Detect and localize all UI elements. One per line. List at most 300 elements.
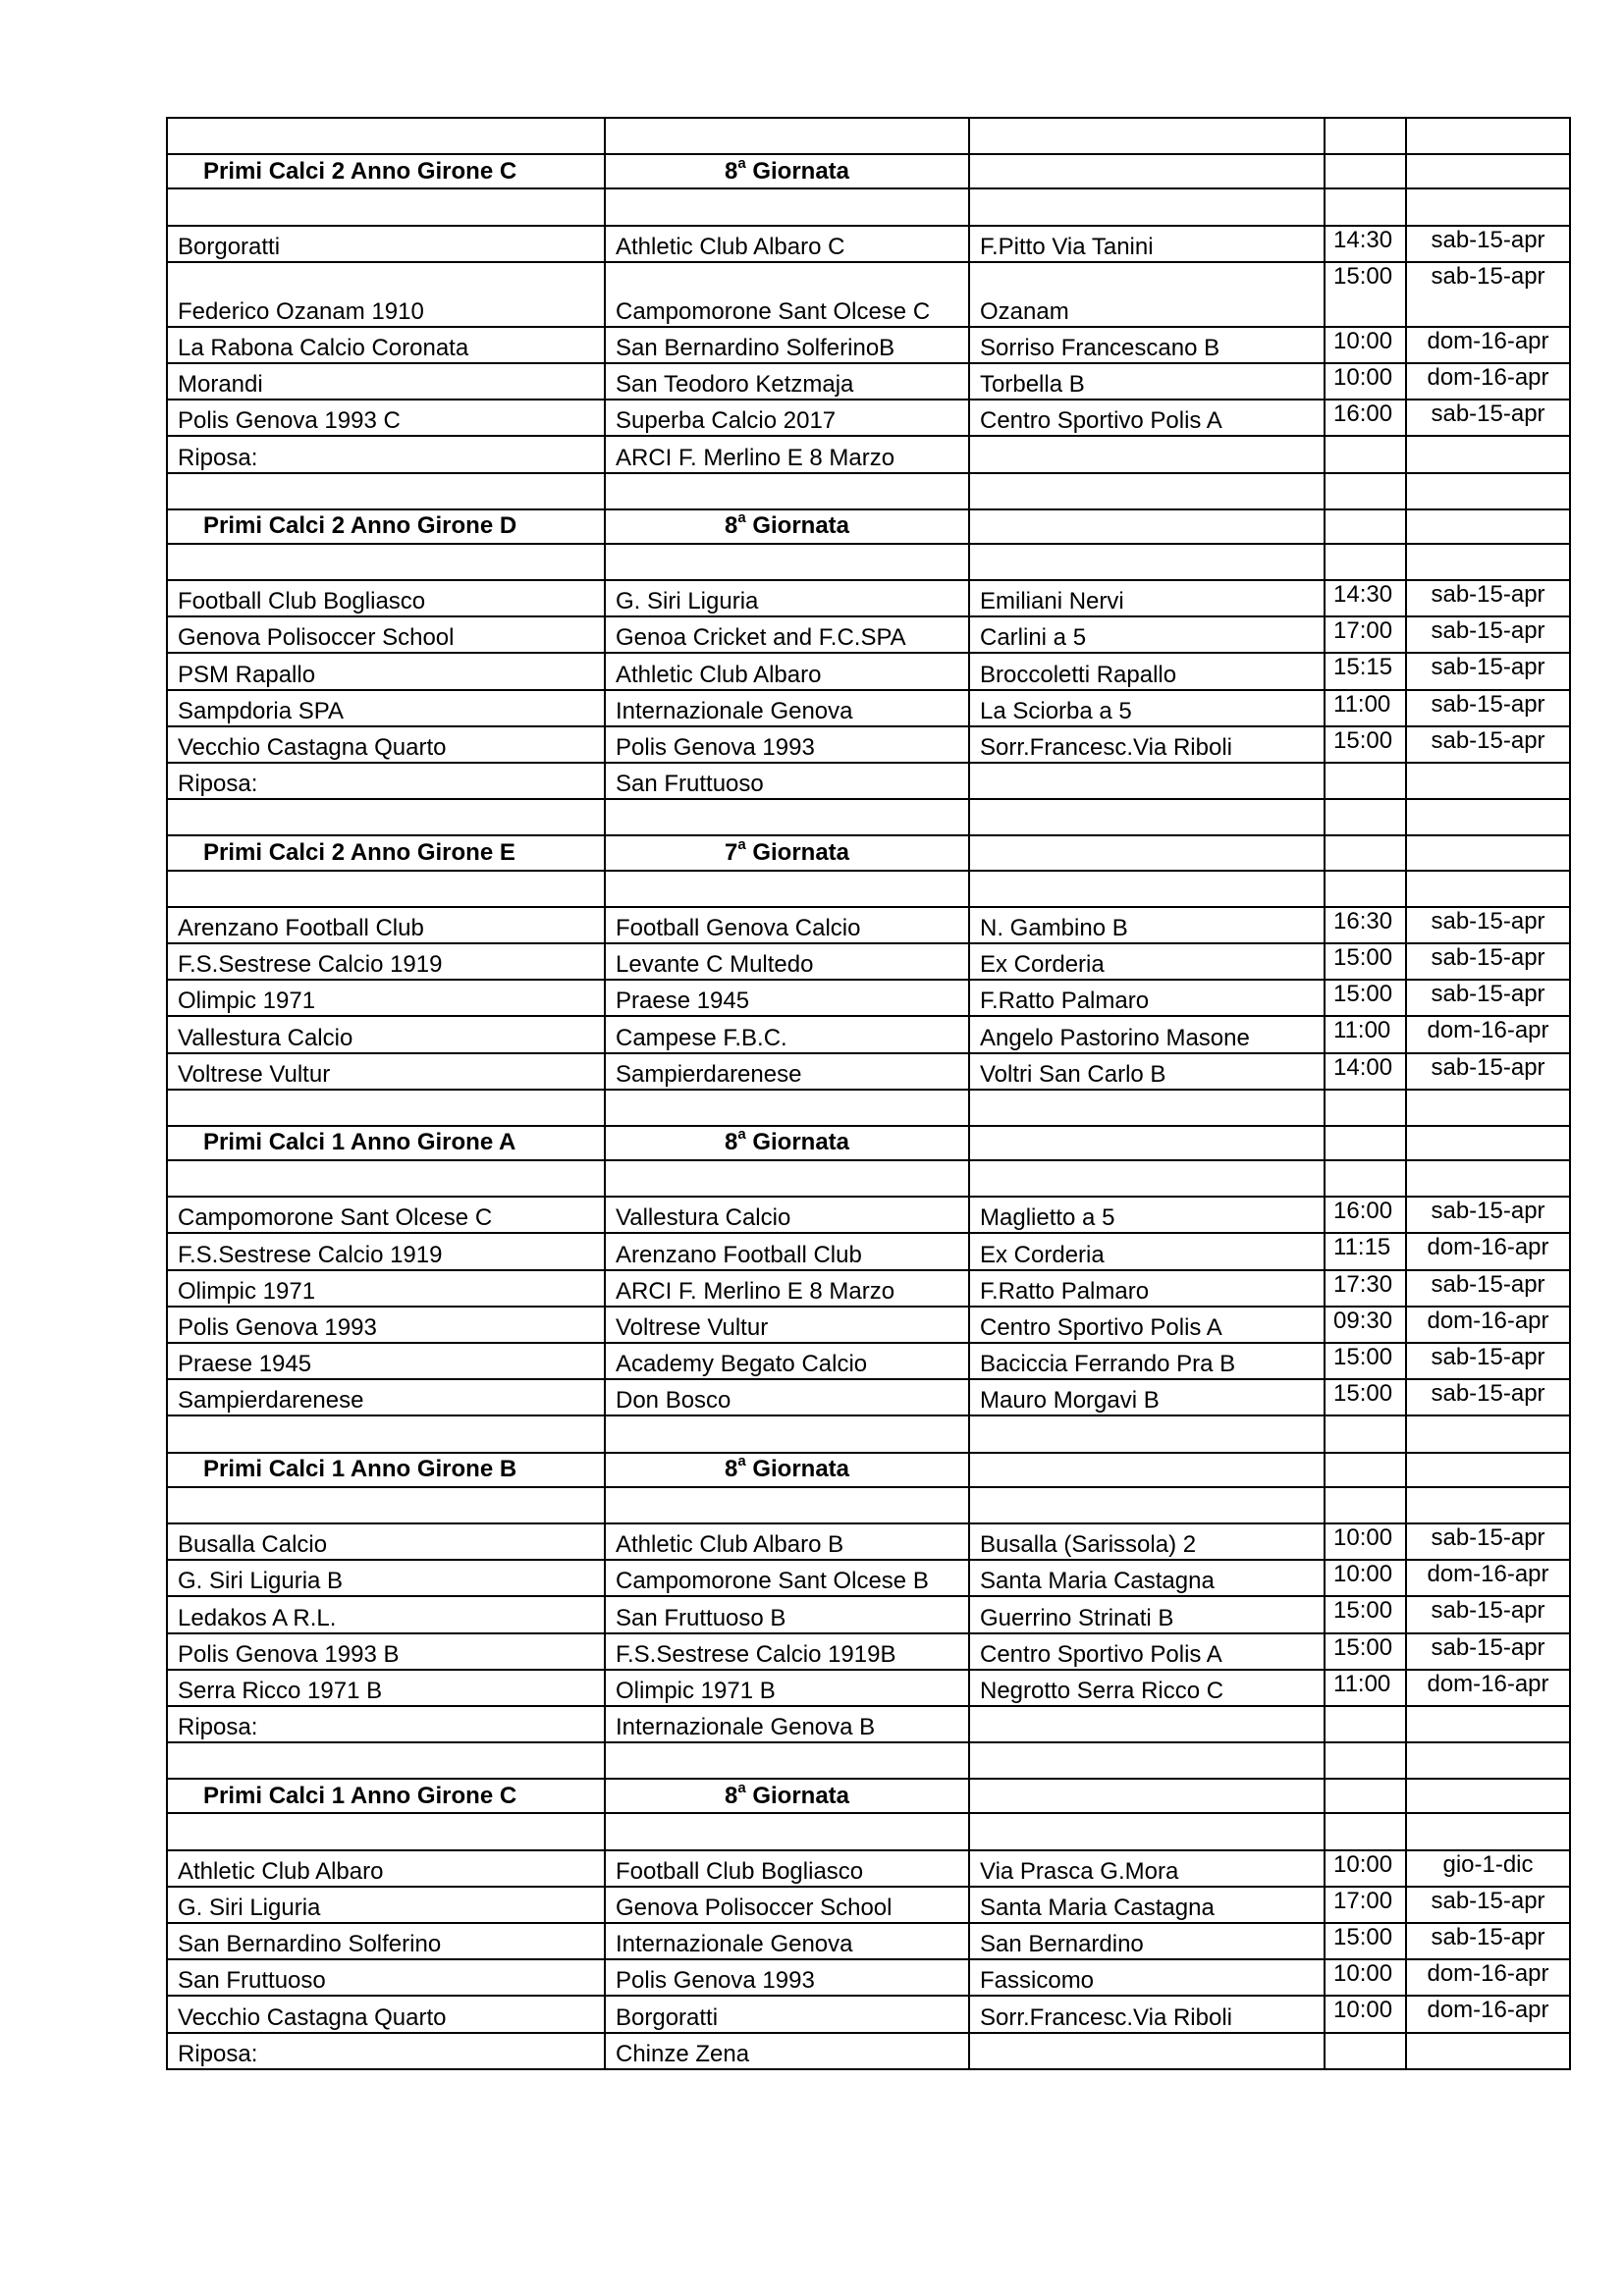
venue: F.Ratto Palmaro	[969, 1270, 1325, 1307]
empty-cell	[1406, 1160, 1570, 1197]
match-row	[167, 363, 1570, 400]
match-date: dom-16-apr	[1406, 1307, 1570, 1343]
empty-cell	[1325, 473, 1406, 509]
empty-cell	[605, 118, 969, 154]
match-row	[167, 1850, 1570, 1887]
empty-cell	[969, 1415, 1325, 1452]
round-number: 8	[724, 157, 738, 185]
home-team: Olimpic 1971	[167, 1270, 605, 1307]
empty-cell	[1406, 509, 1570, 544]
away-team: Internazionale Genova	[605, 1923, 969, 1959]
empty-cell	[1325, 799, 1406, 835]
venue: Sorr.Francesc.Via Riboli	[969, 1996, 1325, 2032]
away-team: Praese 1945	[605, 980, 969, 1016]
kickoff-time: 15:00	[1325, 943, 1406, 980]
match-date: sab-15-apr	[1406, 943, 1570, 980]
empty-cell	[1406, 1415, 1570, 1452]
empty-cell	[605, 1813, 969, 1849]
empty-cell	[605, 188, 969, 225]
empty-cell	[1325, 1453, 1406, 1487]
kickoff-time	[1325, 436, 1406, 472]
round-number: 8	[724, 1456, 738, 1483]
match-row	[167, 1887, 1570, 1923]
away-team: Athletic Club Albaro B	[605, 1523, 969, 1560]
kickoff-time: 15:15	[1325, 653, 1406, 689]
match-row	[167, 763, 1570, 799]
match-date: sab-15-apr	[1406, 653, 1570, 689]
home-team: Sampierdarenese	[167, 1379, 605, 1415]
kickoff-time: 16:30	[1325, 907, 1406, 943]
match-date: dom-16-apr	[1406, 363, 1570, 400]
match-row	[167, 690, 1570, 726]
away-team: Internazionale Genova	[605, 690, 969, 726]
kickoff-time: 15:00	[1325, 1633, 1406, 1670]
kickoff-time: 14:30	[1325, 226, 1406, 262]
away-team: Football Club Bogliasco	[605, 1850, 969, 1887]
empty-cell	[969, 1453, 1325, 1487]
match-row	[167, 1016, 1570, 1052]
group-title: Primi Calci 1 Anno Girone B	[167, 1453, 605, 1487]
away-team: Voltrese Vultur	[605, 1307, 969, 1343]
venue: F.Pitto Via Tanini	[969, 226, 1325, 262]
match-row	[167, 226, 1570, 262]
empty-cell	[167, 544, 605, 580]
away-team: G. Siri Liguria	[605, 580, 969, 616]
venue: Ex Corderia	[969, 1233, 1325, 1269]
kickoff-time: 17:00	[1325, 1887, 1406, 1923]
kickoff-time: 11:00	[1325, 690, 1406, 726]
match-row	[167, 943, 1570, 980]
match-row	[167, 1523, 1570, 1560]
match-date: gio-1-dic	[1406, 1850, 1570, 1887]
section-spacer-row	[167, 1160, 1570, 1197]
empty-cell	[1406, 799, 1570, 835]
empty-cell	[605, 799, 969, 835]
match-row	[167, 2033, 1570, 2069]
away-team: ARCI F. Merlino E 8 Marzo	[605, 436, 969, 472]
empty-cell	[969, 871, 1325, 907]
match-row	[167, 653, 1570, 689]
match-date: dom-16-apr	[1406, 1959, 1570, 1996]
kickoff-time: 15:00	[1325, 1596, 1406, 1632]
empty-cell	[1406, 118, 1570, 154]
home-team: F.S.Sestrese Calcio 1919	[167, 943, 605, 980]
match-date: sab-15-apr	[1406, 980, 1570, 1016]
round-ordinal: a	[737, 509, 746, 527]
empty-cell	[167, 1160, 605, 1197]
home-team: Voltrese Vultur	[167, 1053, 605, 1090]
section-spacer-row	[167, 1487, 1570, 1523]
home-team: Sampdoria SPA	[167, 690, 605, 726]
kickoff-time	[1325, 2033, 1406, 2069]
match-date: sab-15-apr	[1406, 1197, 1570, 1233]
group-header-row	[167, 509, 1570, 544]
venue	[969, 436, 1325, 472]
kickoff-time: 10:00	[1325, 1523, 1406, 1560]
empty-cell	[1325, 118, 1406, 154]
group-title: Primi Calci 2 Anno Girone D	[167, 509, 605, 544]
empty-cell	[1406, 1742, 1570, 1779]
empty-cell	[969, 118, 1325, 154]
home-team: Vallestura Calcio	[167, 1016, 605, 1052]
round-word: Giornata	[745, 838, 850, 866]
round-ordinal: a	[737, 835, 746, 853]
match-row	[167, 1596, 1570, 1632]
empty-cell	[605, 1487, 969, 1523]
match-row	[167, 1307, 1570, 1343]
round-word: Giornata	[745, 1129, 850, 1156]
empty-cell	[969, 188, 1325, 225]
venue: Ex Corderia	[969, 943, 1325, 980]
match-row	[167, 1670, 1570, 1706]
match-row	[167, 1379, 1570, 1415]
round-word: Giornata	[745, 512, 850, 540]
home-team: Polis Genova 1993 C	[167, 400, 605, 436]
kickoff-time: 17:00	[1325, 616, 1406, 653]
kickoff-time: 11:15	[1325, 1233, 1406, 1269]
kickoff-time: 14:00	[1325, 1053, 1406, 1090]
home-team: F.S.Sestrese Calcio 1919	[167, 1233, 605, 1269]
group-title: Primi Calci 2 Anno Girone C	[167, 154, 605, 188]
empty-cell	[1325, 1415, 1406, 1452]
match-row	[167, 1197, 1570, 1233]
empty-cell	[1406, 1779, 1570, 1813]
empty-cell	[1325, 1813, 1406, 1849]
away-team: Campese F.B.C.	[605, 1016, 969, 1052]
match-row	[167, 400, 1570, 436]
empty-cell	[1325, 1126, 1406, 1160]
empty-cell	[969, 1487, 1325, 1523]
match-date: sab-15-apr	[1406, 226, 1570, 262]
away-team: Polis Genova 1993	[605, 1959, 969, 1996]
venue: Voltri San Carlo B	[969, 1053, 1325, 1090]
section-gap-row	[167, 1742, 1570, 1779]
match-date: sab-15-apr	[1406, 726, 1570, 763]
home-team: Vecchio Castagna Quarto	[167, 1996, 605, 2032]
home-team: Riposa:	[167, 436, 605, 472]
empty-cell	[1325, 871, 1406, 907]
match-date: sab-15-apr	[1406, 907, 1570, 943]
venue: Centro Sportivo Polis A	[969, 1307, 1325, 1343]
venue: Emiliani Nervi	[969, 580, 1325, 616]
venue: Sorr.Francesc.Via Riboli	[969, 726, 1325, 763]
away-team: San Fruttuoso	[605, 763, 969, 799]
away-team: Polis Genova 1993	[605, 726, 969, 763]
venue: Mauro Morgavi B	[969, 1379, 1325, 1415]
venue: Angelo Pastorino Masone	[969, 1016, 1325, 1052]
match-date: sab-15-apr	[1406, 262, 1570, 327]
venue	[969, 763, 1325, 799]
home-team: Federico Ozanam 1910	[167, 262, 605, 327]
empty-cell	[605, 473, 969, 509]
venue: Busalla (Sarissola) 2	[969, 1523, 1325, 1560]
round-label	[605, 1126, 969, 1160]
empty-cell	[167, 473, 605, 509]
home-team: Vecchio Castagna Quarto	[167, 726, 605, 763]
empty-cell	[167, 1487, 605, 1523]
empty-cell	[1325, 1160, 1406, 1197]
match-date: sab-15-apr	[1406, 1379, 1570, 1415]
empty-cell	[969, 799, 1325, 835]
empty-cell	[969, 1779, 1325, 1813]
group-header-row	[167, 1779, 1570, 1813]
venue: Centro Sportivo Polis A	[969, 1633, 1325, 1670]
venue: Torbella B	[969, 363, 1325, 400]
group-title: Primi Calci 2 Anno Girone E	[167, 835, 605, 870]
home-team: La Rabona Calcio Coronata	[167, 327, 605, 363]
empty-cell	[969, 509, 1325, 544]
empty-cell	[1325, 1779, 1406, 1813]
away-team: San Teodoro Ketzmaja	[605, 363, 969, 400]
round-word: Giornata	[745, 157, 850, 185]
round-label	[605, 154, 969, 188]
kickoff-time: 10:00	[1325, 327, 1406, 363]
empty-cell	[1406, 1126, 1570, 1160]
away-team: Campomorone Sant Olcese B	[605, 1560, 969, 1596]
venue: Fassicomo	[969, 1959, 1325, 1996]
kickoff-time: 16:00	[1325, 400, 1406, 436]
group-title: Primi Calci 1 Anno Girone C	[167, 1779, 605, 1813]
schedule-table	[166, 117, 1571, 2070]
match-row	[167, 1343, 1570, 1379]
match-row	[167, 907, 1570, 943]
empty-cell	[969, 1813, 1325, 1849]
venue: Centro Sportivo Polis A	[969, 400, 1325, 436]
venue	[969, 1706, 1325, 1742]
match-row	[167, 1233, 1570, 1269]
home-team: Riposa:	[167, 1706, 605, 1742]
home-team: Riposa:	[167, 2033, 605, 2069]
home-team: Ledakos A R.L.	[167, 1596, 605, 1632]
match-row	[167, 1560, 1570, 1596]
group-header-row	[167, 154, 1570, 188]
section-spacer-row	[167, 871, 1570, 907]
round-ordinal: a	[737, 1126, 746, 1144]
round-number: 7	[724, 838, 738, 866]
round-number: 8	[724, 1129, 738, 1156]
away-team: F.S.Sestrese Calcio 1919B	[605, 1633, 969, 1670]
match-row	[167, 262, 1570, 327]
match-date: dom-16-apr	[1406, 1996, 1570, 2032]
empty-cell	[1325, 509, 1406, 544]
match-date: sab-15-apr	[1406, 1923, 1570, 1959]
match-date: sab-15-apr	[1406, 1523, 1570, 1560]
match-row	[167, 1996, 1570, 2032]
away-team: Genoa Cricket and F.C.SPA	[605, 616, 969, 653]
match-date: dom-16-apr	[1406, 1560, 1570, 1596]
kickoff-time: 15:00	[1325, 262, 1406, 327]
venue: F.Ratto Palmaro	[969, 980, 1325, 1016]
away-team: Arenzano Football Club	[605, 1233, 969, 1269]
top-spacer-row	[167, 118, 1570, 154]
match-date	[1406, 763, 1570, 799]
match-row	[167, 980, 1570, 1016]
venue: Negrotto Serra Ricco C	[969, 1670, 1325, 1706]
home-team: Polis Genova 1993 B	[167, 1633, 605, 1670]
away-team: Internazionale Genova B	[605, 1706, 969, 1742]
home-team: Borgoratti	[167, 226, 605, 262]
empty-cell	[605, 1742, 969, 1779]
home-team: Riposa:	[167, 763, 605, 799]
empty-cell	[167, 799, 605, 835]
home-team: Praese 1945	[167, 1343, 605, 1379]
venue: N. Gambino B	[969, 907, 1325, 943]
venue: Guerrino Strinati B	[969, 1596, 1325, 1632]
empty-cell	[1406, 154, 1570, 188]
empty-cell	[969, 1742, 1325, 1779]
match-row	[167, 580, 1570, 616]
kickoff-time: 16:00	[1325, 1197, 1406, 1233]
match-date: sab-15-apr	[1406, 1633, 1570, 1670]
away-team: Vallestura Calcio	[605, 1197, 969, 1233]
kickoff-time	[1325, 1706, 1406, 1742]
round-number: 8	[724, 512, 738, 540]
match-row	[167, 1706, 1570, 1742]
away-team: Levante C Multedo	[605, 943, 969, 980]
match-date	[1406, 1706, 1570, 1742]
kickoff-time: 11:00	[1325, 1670, 1406, 1706]
match-date: sab-15-apr	[1406, 1270, 1570, 1307]
home-team: San Bernardino Solferino	[167, 1923, 605, 1959]
empty-cell	[167, 1415, 605, 1452]
kickoff-time: 14:30	[1325, 580, 1406, 616]
empty-cell	[1406, 544, 1570, 580]
match-row	[167, 1923, 1570, 1959]
match-date: sab-15-apr	[1406, 1887, 1570, 1923]
home-team: Athletic Club Albaro	[167, 1850, 605, 1887]
section-gap-row	[167, 799, 1570, 835]
match-row	[167, 436, 1570, 472]
section-gap-row	[167, 473, 1570, 509]
empty-cell	[605, 1090, 969, 1126]
away-team: ARCI F. Merlino E 8 Marzo	[605, 1270, 969, 1307]
section-gap-row	[167, 1415, 1570, 1452]
venue: Maglietto a 5	[969, 1197, 1325, 1233]
empty-cell	[1406, 835, 1570, 870]
home-team: Arenzano Football Club	[167, 907, 605, 943]
empty-cell	[1406, 473, 1570, 509]
away-team: Athletic Club Albaro C	[605, 226, 969, 262]
empty-cell	[1325, 1090, 1406, 1126]
away-team: Olimpic 1971 B	[605, 1670, 969, 1706]
match-row	[167, 1959, 1570, 1996]
empty-cell	[1325, 154, 1406, 188]
empty-cell	[167, 1742, 605, 1779]
away-team: San Bernardino SolferinoB	[605, 327, 969, 363]
empty-cell	[1325, 1487, 1406, 1523]
match-row	[167, 616, 1570, 653]
kickoff-time: 09:30	[1325, 1307, 1406, 1343]
empty-cell	[1325, 544, 1406, 580]
section-spacer-row	[167, 544, 1570, 580]
empty-cell	[1406, 1487, 1570, 1523]
away-team: Superba Calcio 2017	[605, 400, 969, 436]
venue: Carlini a 5	[969, 616, 1325, 653]
away-team: Chinze Zena	[605, 2033, 969, 2069]
home-team: Serra Ricco 1971 B	[167, 1670, 605, 1706]
match-date: dom-16-apr	[1406, 1016, 1570, 1052]
kickoff-time: 10:00	[1325, 1996, 1406, 2032]
venue: Baciccia Ferrando Pra B	[969, 1343, 1325, 1379]
round-label	[605, 509, 969, 544]
kickoff-time	[1325, 763, 1406, 799]
empty-cell	[1406, 871, 1570, 907]
empty-cell	[969, 473, 1325, 509]
group-header-row	[167, 835, 1570, 870]
away-team: Campomorone Sant Olcese C	[605, 262, 969, 327]
venue: Santa Maria Castagna	[969, 1887, 1325, 1923]
empty-cell	[969, 1126, 1325, 1160]
home-team: PSM Rapallo	[167, 653, 605, 689]
empty-cell	[1406, 1453, 1570, 1487]
match-date	[1406, 2033, 1570, 2069]
empty-cell	[167, 1090, 605, 1126]
match-row	[167, 726, 1570, 763]
home-team: Morandi	[167, 363, 605, 400]
kickoff-time: 10:00	[1325, 1850, 1406, 1887]
venue: Santa Maria Castagna	[969, 1560, 1325, 1596]
match-date: sab-15-apr	[1406, 616, 1570, 653]
group-title: Primi Calci 1 Anno Girone A	[167, 1126, 605, 1160]
match-date: sab-15-apr	[1406, 1596, 1570, 1632]
away-team: Don Bosco	[605, 1379, 969, 1415]
empty-cell	[969, 835, 1325, 870]
empty-cell	[1325, 1742, 1406, 1779]
empty-cell	[969, 544, 1325, 580]
kickoff-time: 15:00	[1325, 1343, 1406, 1379]
match-date: dom-16-apr	[1406, 327, 1570, 363]
round-ordinal: a	[737, 1453, 746, 1470]
kickoff-time: 17:30	[1325, 1270, 1406, 1307]
home-team: Campomorone Sant Olcese C	[167, 1197, 605, 1233]
empty-cell	[167, 1813, 605, 1849]
empty-cell	[605, 871, 969, 907]
empty-cell	[969, 1160, 1325, 1197]
away-team: San Fruttuoso B	[605, 1596, 969, 1632]
round-number: 8	[724, 1782, 738, 1809]
away-team: Athletic Club Albaro	[605, 653, 969, 689]
away-team: Borgoratti	[605, 1996, 969, 2032]
home-team: Football Club Bogliasco	[167, 580, 605, 616]
home-team: Polis Genova 1993	[167, 1307, 605, 1343]
match-date	[1406, 436, 1570, 472]
empty-cell	[1406, 188, 1570, 225]
round-ordinal: a	[737, 1779, 746, 1796]
match-date: sab-15-apr	[1406, 400, 1570, 436]
match-row	[167, 1633, 1570, 1670]
home-team: Busalla Calcio	[167, 1523, 605, 1560]
venue: Broccoletti Rapallo	[969, 653, 1325, 689]
round-ordinal: a	[737, 154, 746, 172]
empty-cell	[1406, 1090, 1570, 1126]
match-row	[167, 327, 1570, 363]
kickoff-time: 10:00	[1325, 363, 1406, 400]
home-team: Olimpic 1971	[167, 980, 605, 1016]
empty-cell	[605, 544, 969, 580]
group-header-row	[167, 1453, 1570, 1487]
match-date: sab-15-apr	[1406, 1053, 1570, 1090]
empty-cell	[167, 118, 605, 154]
empty-cell	[167, 871, 605, 907]
empty-cell	[167, 188, 605, 225]
round-word: Giornata	[745, 1456, 850, 1483]
round-word: Giornata	[745, 1782, 850, 1809]
match-date: dom-16-apr	[1406, 1233, 1570, 1269]
match-date: dom-16-apr	[1406, 1670, 1570, 1706]
empty-cell	[1325, 188, 1406, 225]
kickoff-time: 10:00	[1325, 1560, 1406, 1596]
venue	[969, 2033, 1325, 2069]
